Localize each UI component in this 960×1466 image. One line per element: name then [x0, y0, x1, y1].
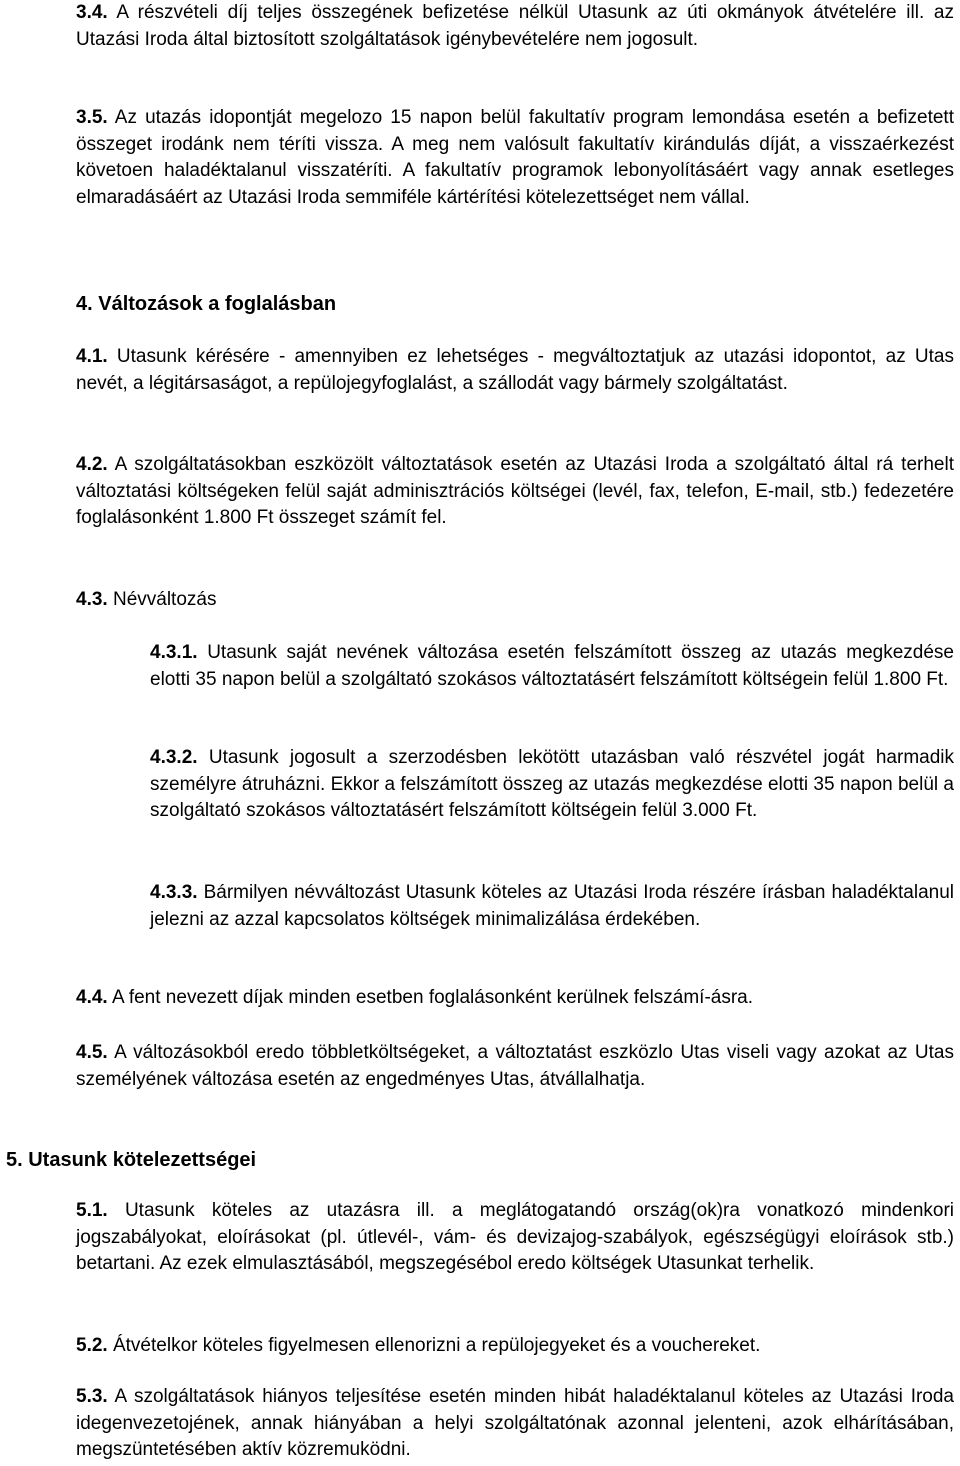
section-heading-4: 4. Változások a foglalásban [76, 293, 337, 315]
paragraph-text: Névváltozás [112, 589, 217, 610]
paragraph-number: 4.5. [76, 1042, 108, 1063]
paragraph-number: 5.3. [76, 1386, 108, 1407]
paragraph-4-1 [76, 344, 954, 397]
paragraph-number: 4.2. [76, 454, 108, 475]
paragraph-4-3-2 [150, 745, 954, 825]
paragraph-text: Utasunk kérésére - amennyiben ez lehetséges - megváltoztatjuk az utazási idopontot, az Utas nevét, a légitársaságot, a repülojegyfoglalást, a szállodát vagy bármely szolgáltatást. [76, 346, 955, 394]
paragraph-5-3 [76, 1384, 954, 1464]
paragraph-text: Az utazás idopontját megelozo 15 napon belül fakultatív program lemondása esetén a befizetett összeget irodánk nem téríti vissza. A meg nem valósult fakultatív kirándulás díját, a visszaérkezést követoen haladéktalanul visszatéríti. A fakultatív programok lebonyolításáért vagy annak esetleges elmaradásáért az Utazási Iroda semmiféle kártérítési kötelezettséget nem vállal. [76, 107, 954, 208]
paragraph-text: A szolgáltatásokban eszközölt változtatások esetén az Utazási Iroda a szolgáltató által rá terhelt változtatási költségeken felül saját adminisztrációs költségei (levél, fax, telefon, E-mail, stb.) fedezetére foglalásonként 1.800 Ft összeget számít fel. [76, 454, 954, 529]
paragraph-number: 4.4. [76, 987, 108, 1008]
paragraph-number: 4.3.1. [150, 642, 198, 663]
paragraph-5-2 [76, 1333, 954, 1360]
paragraph-number: 3.4. [76, 2, 108, 23]
paragraph-4-3-1 [150, 640, 954, 693]
paragraph-text: A változásokból eredo többletköltségeket, a változtatást eszközlo Utas viseli vagy azokat az Utas személyének változása esetén az engedményes Utas, átvállalhatja. [76, 1042, 954, 1090]
paragraph-3-4 [76, 0, 954, 53]
paragraph-5-1 [76, 1198, 954, 1278]
paragraph-4-3-3 [150, 880, 954, 933]
paragraph-number: 4.3. [76, 589, 108, 610]
paragraph-text: A részvételi díj teljes összegének befizetése nélkül Utasunk az úti okmányok átvételére ill. az Utazási Iroda által biztosított szolgáltatások igénybevételére nem jogosult. [76, 2, 954, 50]
paragraph-4-3 [76, 587, 954, 614]
paragraph-number: 4.1. [76, 346, 108, 367]
paragraph-number: 4.3.2. [150, 747, 198, 768]
paragraph-4-2 [76, 452, 954, 532]
paragraph-text: Utasunk saját nevének változása esetén felszámított összeg az utazás megkezdése elotti 35 napon belül a szolgáltató szokásos változtatásért felszámított költségein felül 1.800 Ft. [150, 642, 954, 690]
paragraph-3-5 [76, 105, 954, 211]
paragraph-text: A szolgáltatások hiányos teljesítése esetén minden hibát haladéktalanul köteles az Utazási Iroda idegenvezetojének, annak hiányában a helyi szolgáltatónak azonnal jelenteni, azok elhárításában, megszüntetésében aktív közremuködni. [76, 1386, 954, 1461]
paragraph-4-4 [76, 985, 954, 1012]
paragraph-number: 5.1. [76, 1200, 108, 1221]
paragraph-number: 3.5. [76, 107, 108, 128]
paragraph-number: 4.3.3. [150, 882, 198, 903]
paragraph-4-5 [76, 1040, 954, 1093]
paragraph-number: 5.2. [76, 1335, 108, 1356]
paragraph-text: A fent nevezett díjak minden esetben foglalásonként kerülnek felszámí-ásra. [111, 987, 754, 1008]
paragraph-text: Bármilyen névváltozást Utasunk köteles az Utazási Iroda részére írásban haladéktalanul jelezni az azzal kapcsolatos költségek minimalizálása érdekében. [150, 882, 954, 930]
section-heading-5: 5. Utasunk kötelezettségei [6, 1149, 257, 1171]
paragraph-text: Átvételkor köteles figyelmesen ellenorizni a repülojegyeket és a vouchereket. [112, 1335, 761, 1356]
paragraph-text: Utasunk jogosult a szerzodésben lekötött utazásban való részvétel jogát harmadik személyre átruházni. Ekkor a felszámított összeg az utazás megkezdése elotti 35 napon belül a szolgáltató szokásos változtatásért felszámított költségein felül 3.000 Ft. [150, 747, 954, 822]
paragraph-text: Utasunk köteles az utazásra ill. a meglátogatandó ország(ok)ra vonatkozó mindenkori jogszabályokat, eloírásokat (pl. útlevél-, vám- és devizajog-szabályok, egészségügyi eloírások stb.) betartani. Az ezek elmulasztásából, megszegésébol eredo költségek Utasunkat terhelik. [76, 1200, 954, 1275]
